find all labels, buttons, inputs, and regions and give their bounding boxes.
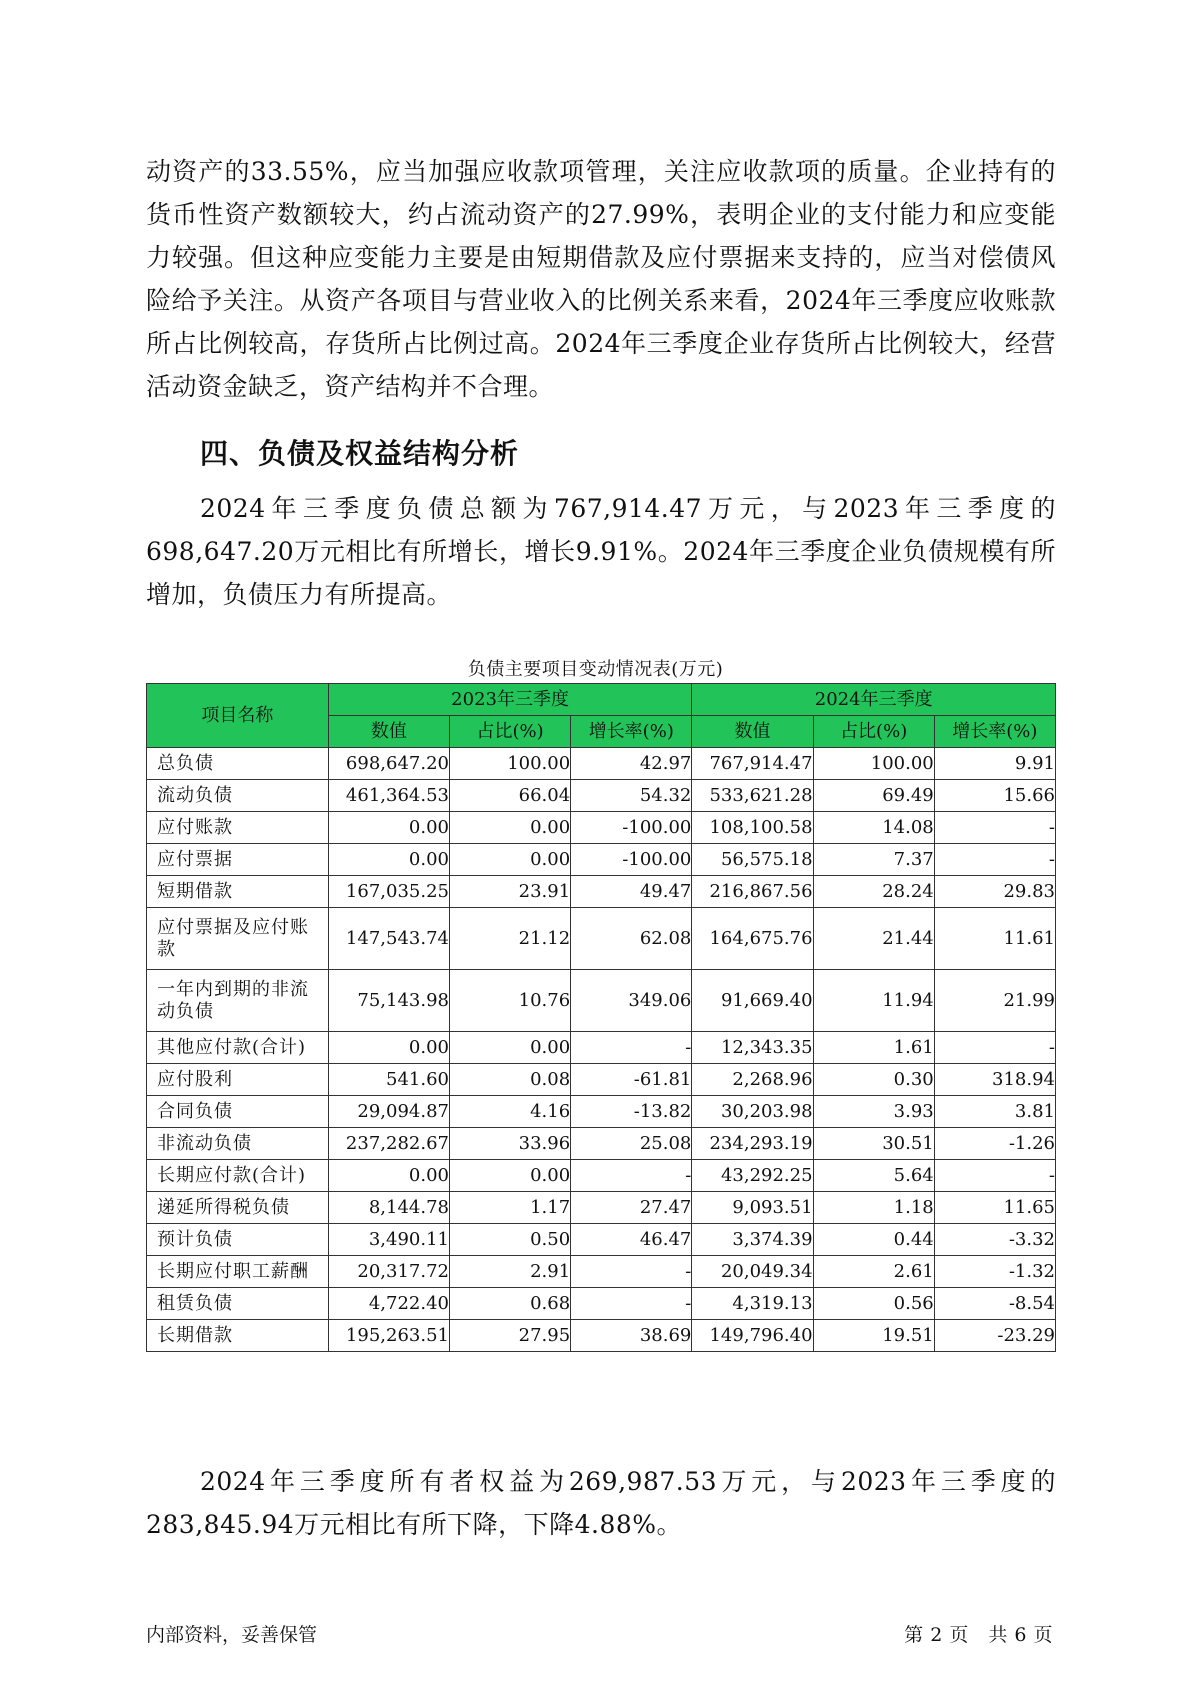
row-item-name: 短期借款 [147, 876, 329, 908]
table-row [147, 812, 1056, 844]
cell-growth-2024: 3.81 [934, 1096, 1055, 1128]
cell-share-2024: 2.61 [813, 1256, 934, 1288]
cell-value-2024: 108,100.58 [692, 812, 813, 844]
cell-value-2023: 75,143.98 [328, 970, 449, 1032]
cell-value-2024: 20,049.34 [692, 1256, 813, 1288]
header-period-2024: 2024年三季度 [692, 684, 1056, 716]
cell-share-2024: 0.56 [813, 1288, 934, 1320]
cell-growth-2024: -3.32 [934, 1224, 1055, 1256]
cell-share-2023: 0.68 [449, 1288, 570, 1320]
cell-share-2023: 21.12 [449, 908, 570, 970]
cell-growth-2023: 54.32 [571, 780, 692, 812]
table-row [147, 1096, 1056, 1128]
cell-value-2023: 8,144.78 [328, 1192, 449, 1224]
table-row [147, 1192, 1056, 1224]
cell-growth-2024: 11.61 [934, 908, 1055, 970]
header-growth-2024: 增长率(%) [934, 716, 1055, 748]
table-row [147, 876, 1056, 908]
cell-value-2024: 234,293.19 [692, 1128, 813, 1160]
cell-value-2024: 216,867.56 [692, 876, 813, 908]
cell-share-2023: 1.17 [449, 1192, 570, 1224]
table-row [147, 1288, 1056, 1320]
cell-growth-2024: 29.83 [934, 876, 1055, 908]
cell-growth-2024: 318.94 [934, 1064, 1055, 1096]
table-row [147, 1160, 1056, 1192]
table-row [147, 1128, 1056, 1160]
cell-value-2023: 698,647.20 [328, 748, 449, 780]
cell-value-2023: 0.00 [328, 1160, 449, 1192]
cell-growth-2024: -1.32 [934, 1256, 1055, 1288]
header-value-2024: 数值 [692, 716, 813, 748]
table-row [147, 1256, 1056, 1288]
cell-share-2023: 0.08 [449, 1064, 570, 1096]
cell-share-2023: 23.91 [449, 876, 570, 908]
cell-value-2024: 3,374.39 [692, 1224, 813, 1256]
cell-value-2024: 12,343.35 [692, 1032, 813, 1064]
cell-value-2023: 4,722.40 [328, 1288, 449, 1320]
table-row [147, 970, 1056, 1032]
header-share-2024: 占比(%) [813, 716, 934, 748]
cell-value-2024: 149,796.40 [692, 1320, 813, 1352]
footer-confidential-note: 内部资料，妥善保管 [146, 1624, 318, 1646]
cell-share-2023: 66.04 [449, 780, 570, 812]
cell-value-2024: 767,914.47 [692, 748, 813, 780]
row-item-name: 一年内到期的非流动负债 [147, 970, 329, 1032]
cell-growth-2024: -8.54 [934, 1288, 1055, 1320]
cell-share-2024: 69.49 [813, 780, 934, 812]
cell-growth-2024: 9.91 [934, 748, 1055, 780]
cell-share-2023: 27.95 [449, 1320, 570, 1352]
cell-growth-2023: -13.82 [571, 1096, 692, 1128]
header-value-2023: 数值 [328, 716, 449, 748]
cell-share-2023: 0.00 [449, 1032, 570, 1064]
row-item-name: 应付票据及应付账款 [147, 908, 329, 970]
table-row [147, 908, 1056, 970]
cell-share-2023: 0.00 [449, 1160, 570, 1192]
cell-share-2023: 33.96 [449, 1128, 570, 1160]
cell-share-2024: 21.44 [813, 908, 934, 970]
cell-value-2023: 0.00 [328, 844, 449, 876]
row-item-name: 长期应付职工薪酬 [147, 1256, 329, 1288]
cell-share-2024: 3.93 [813, 1096, 934, 1128]
row-item-name: 长期借款 [147, 1320, 329, 1352]
table-row [147, 748, 1056, 780]
cell-growth-2023: 46.47 [571, 1224, 692, 1256]
cell-growth-2024: - [934, 812, 1055, 844]
section-heading: 四、负债及权益结构分析 [200, 437, 520, 470]
table-row [147, 1032, 1056, 1064]
header-period-2023: 2023年三季度 [328, 684, 692, 716]
cell-growth-2023: - [571, 1256, 692, 1288]
cell-share-2023: 2.91 [449, 1256, 570, 1288]
cell-share-2023: 0.50 [449, 1224, 570, 1256]
row-item-name: 预计负债 [147, 1224, 329, 1256]
table-caption: 负债主要项目变动情况表(万元) [467, 659, 724, 680]
cell-value-2023: 20,317.72 [328, 1256, 449, 1288]
header-growth-2023: 增长率(%) [571, 716, 692, 748]
cell-value-2024: 4,319.13 [692, 1288, 813, 1320]
cell-share-2023: 100.00 [449, 748, 570, 780]
cell-share-2023: 4.16 [449, 1096, 570, 1128]
cell-share-2023: 10.76 [449, 970, 570, 1032]
liability-table [146, 683, 1056, 1352]
cell-value-2023: 147,543.74 [328, 908, 449, 970]
cell-share-2024: 1.61 [813, 1032, 934, 1064]
cell-growth-2023: 27.47 [571, 1192, 692, 1224]
cell-share-2023: 0.00 [449, 812, 570, 844]
cell-growth-2023: 25.08 [571, 1128, 692, 1160]
cell-value-2024: 91,669.40 [692, 970, 813, 1032]
header-share-2023: 占比(%) [449, 716, 570, 748]
cell-value-2023: 237,282.67 [328, 1128, 449, 1160]
row-item-name: 合同负债 [147, 1096, 329, 1128]
cell-share-2024: 28.24 [813, 876, 934, 908]
cell-value-2023: 541.60 [328, 1064, 449, 1096]
cell-share-2024: 100.00 [813, 748, 934, 780]
cell-share-2024: 19.51 [813, 1320, 934, 1352]
cell-value-2023: 461,364.53 [328, 780, 449, 812]
cell-growth-2024: -1.26 [934, 1128, 1055, 1160]
cell-share-2024: 14.08 [813, 812, 934, 844]
row-item-name: 长期应付款(合计) [147, 1160, 329, 1192]
cell-share-2023: 0.00 [449, 844, 570, 876]
cell-share-2024: 11.94 [813, 970, 934, 1032]
row-item-name: 非流动负债 [147, 1128, 329, 1160]
cell-value-2023: 195,263.51 [328, 1320, 449, 1352]
table-row [147, 844, 1056, 876]
cell-growth-2024: - [934, 1032, 1055, 1064]
cell-share-2024: 0.30 [813, 1064, 934, 1096]
row-item-name: 递延所得税负债 [147, 1192, 329, 1224]
cell-growth-2023: - [571, 1032, 692, 1064]
cell-share-2024: 30.51 [813, 1128, 934, 1160]
cell-value-2023: 0.00 [328, 1032, 449, 1064]
row-item-name: 应付票据 [147, 844, 329, 876]
cell-share-2024: 5.64 [813, 1160, 934, 1192]
cell-growth-2024: 15.66 [934, 780, 1055, 812]
header-item-name: 项目名称 [147, 684, 329, 748]
table-row [147, 1224, 1056, 1256]
paragraph-liability-summary: 2024年三季度负债总额为767,914.47万元，与2023年三季度的698,647.20万元相比有所增长，增长9.91%。2024年三季度企业负债规模有所增加，负债压力有所提高。 [146, 494, 1056, 609]
paragraph-equity-summary: 2024年三季度所有者权益为269,987.53万元，与2023年三季度的283,845.94万元相比有所下降，下降4.88%。 [146, 1467, 1056, 1539]
cell-growth-2023: - [571, 1160, 692, 1192]
row-item-name: 总负债 [147, 748, 329, 780]
cell-share-2024: 1.18 [813, 1192, 934, 1224]
cell-growth-2023: 49.47 [571, 876, 692, 908]
paragraph-asset-analysis: 动资产的33.55%，应当加强应收款项管理，关注应收款项的质量。企业持有的货币性资产数额较大，约占流动资产的27.99%，表明企业的支付能力和应变能力较强。但这种应变能力主要是由短期借款及应付票据来支持的，应当对偿债风险给予关注。从资产各项目与营业收入的比例关系来看，2024年三季度应收账款所占比例较高，存货所占比例过高。2024年三季度企业存货所占比例较大，经营活动资金缺乏，资产结构并不合理。 [146, 157, 1056, 401]
table-row [147, 780, 1056, 812]
cell-value-2024: 2,268.96 [692, 1064, 813, 1096]
cell-growth-2023: -61.81 [571, 1064, 692, 1096]
cell-growth-2023: -100.00 [571, 844, 692, 876]
cell-value-2024: 164,675.76 [692, 908, 813, 970]
cell-value-2023: 29,094.87 [328, 1096, 449, 1128]
cell-growth-2024: 11.65 [934, 1192, 1055, 1224]
cell-value-2024: 56,575.18 [692, 844, 813, 876]
cell-value-2023: 0.00 [328, 812, 449, 844]
cell-growth-2024: -23.29 [934, 1320, 1055, 1352]
table-row [147, 1320, 1056, 1352]
cell-value-2024: 30,203.98 [692, 1096, 813, 1128]
cell-growth-2023: 38.69 [571, 1320, 692, 1352]
cell-growth-2023: -100.00 [571, 812, 692, 844]
row-item-name: 应付股利 [147, 1064, 329, 1096]
row-item-name: 其他应付款(合计) [147, 1032, 329, 1064]
cell-value-2024: 9,093.51 [692, 1192, 813, 1224]
footer-page-number: 第 2 页 共 6 页 [904, 1624, 1053, 1646]
cell-growth-2023: - [571, 1288, 692, 1320]
cell-growth-2024: - [934, 1160, 1055, 1192]
liability-table-body [147, 748, 1056, 1352]
cell-growth-2024: 21.99 [934, 970, 1055, 1032]
cell-growth-2023: 62.08 [571, 908, 692, 970]
cell-value-2023: 167,035.25 [328, 876, 449, 908]
cell-value-2024: 43,292.25 [692, 1160, 813, 1192]
row-item-name: 租赁负债 [147, 1288, 329, 1320]
cell-share-2024: 0.44 [813, 1224, 934, 1256]
cell-share-2024: 7.37 [813, 844, 934, 876]
cell-value-2023: 3,490.11 [328, 1224, 449, 1256]
table-row [147, 1064, 1056, 1096]
cell-value-2024: 533,621.28 [692, 780, 813, 812]
cell-growth-2024: - [934, 844, 1055, 876]
row-item-name: 流动负债 [147, 780, 329, 812]
row-item-name: 应付账款 [147, 812, 329, 844]
cell-growth-2023: 42.97 [571, 748, 692, 780]
cell-growth-2023: 349.06 [571, 970, 692, 1032]
